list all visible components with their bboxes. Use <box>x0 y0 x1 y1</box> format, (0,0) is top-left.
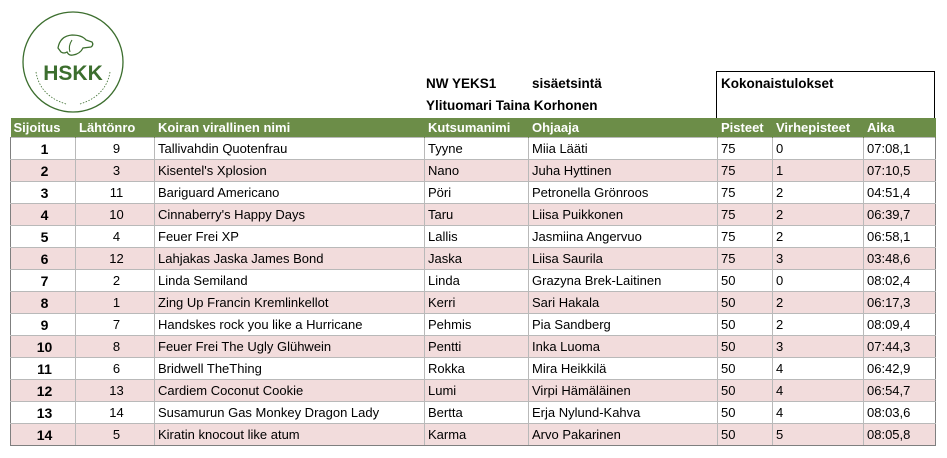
fault-points-cell: 0 <box>773 270 864 292</box>
time-cell: 08:05,8 <box>864 424 936 446</box>
col-kutsumanimi: Kutsumanimi <box>425 118 529 138</box>
place-cell: 7 <box>11 270 76 292</box>
fault-points-cell: 0 <box>773 138 864 160</box>
judge-name: Ylituomari Taina Korhonen <box>426 98 598 113</box>
fault-points-cell: 5 <box>773 424 864 446</box>
call-name-cell: Pentti <box>425 336 529 358</box>
handler-cell: Juha Hyttinen <box>529 160 718 182</box>
start-number-cell: 10 <box>76 204 155 226</box>
points-cell: 75 <box>718 160 773 182</box>
official-name-cell: Susamurun Gas Monkey Dragon Lady <box>155 402 425 424</box>
class-label: NW YEKS1 <box>426 76 497 91</box>
official-name-cell: Kisentel's Xplosion <box>155 160 425 182</box>
place-cell: 13 <box>11 402 76 424</box>
points-cell: 50 <box>718 402 773 424</box>
results-body <box>11 138 936 446</box>
points-cell: 75 <box>718 248 773 270</box>
results-table <box>10 118 936 446</box>
table-row <box>11 314 936 336</box>
points-cell: 50 <box>718 358 773 380</box>
fault-points-cell: 2 <box>773 204 864 226</box>
handler-cell: Petronella Grönroos <box>529 182 718 204</box>
handler-cell: Virpi Hämäläinen <box>529 380 718 402</box>
call-name-cell: Tyyne <box>425 138 529 160</box>
table-row <box>11 358 936 380</box>
table-row <box>11 226 936 248</box>
fault-points-cell: 2 <box>773 314 864 336</box>
place-cell: 1 <box>11 138 76 160</box>
col-lahtonro: Lähtönro <box>76 118 155 138</box>
start-number-cell: 3 <box>76 160 155 182</box>
col-ohjaaja: Ohjaaja <box>529 118 718 138</box>
handler-cell: Sari Hakala <box>529 292 718 314</box>
official-name-cell: Cardiem Coconut Cookie <box>155 380 425 402</box>
points-cell: 50 <box>718 270 773 292</box>
place-cell: 4 <box>11 204 76 226</box>
start-number-cell: 5 <box>76 424 155 446</box>
header-row <box>11 118 936 138</box>
start-number-cell: 7 <box>76 314 155 336</box>
table-row <box>11 160 936 182</box>
table-row <box>11 270 936 292</box>
logo-text: HSKK <box>43 62 103 85</box>
official-name-cell: Bariguard Americano <box>155 182 425 204</box>
official-name-cell: Feuer Frei The Ugly Glühwein <box>155 336 425 358</box>
start-number-cell: 4 <box>76 226 155 248</box>
official-name-cell: Lahjakas Jaska James Bond <box>155 248 425 270</box>
overall-results-title: Kokonaistulokset <box>721 76 834 91</box>
fault-points-cell: 3 <box>773 248 864 270</box>
call-name-cell: Taru <box>425 204 529 226</box>
time-cell: 07:44,3 <box>864 336 936 358</box>
time-cell: 08:03,6 <box>864 402 936 424</box>
official-name-cell: Kiratin knocout like atum <box>155 424 425 446</box>
handler-cell: Jasmiina Angervuo <box>529 226 718 248</box>
points-cell: 50 <box>718 380 773 402</box>
start-number-cell: 13 <box>76 380 155 402</box>
table-row <box>11 336 936 358</box>
place-cell: 12 <box>11 380 76 402</box>
time-cell: 03:48,6 <box>864 248 936 270</box>
time-cell: 06:17,3 <box>864 292 936 314</box>
points-cell: 50 <box>718 292 773 314</box>
time-cell: 06:58,1 <box>864 226 936 248</box>
call-name-cell: Karma <box>425 424 529 446</box>
place-cell: 8 <box>11 292 76 314</box>
col-aika: Aika <box>864 118 936 138</box>
start-number-cell: 11 <box>76 182 155 204</box>
handler-cell: Arvo Pakarinen <box>529 424 718 446</box>
place-cell: 5 <box>11 226 76 248</box>
start-number-cell: 2 <box>76 270 155 292</box>
call-name-cell: Lallis <box>425 226 529 248</box>
call-name-cell: Kerri <box>425 292 529 314</box>
points-cell: 75 <box>718 226 773 248</box>
start-number-cell: 12 <box>76 248 155 270</box>
start-number-cell: 8 <box>76 336 155 358</box>
fault-points-cell: 2 <box>773 182 864 204</box>
time-cell: 06:42,9 <box>864 358 936 380</box>
call-name-cell: Bertta <box>425 402 529 424</box>
handler-cell: Liisa Saurila <box>529 248 718 270</box>
points-cell: 50 <box>718 336 773 358</box>
time-cell: 06:39,7 <box>864 204 936 226</box>
overall-results-box <box>716 71 935 118</box>
points-cell: 50 <box>718 314 773 336</box>
hskk-logo <box>18 10 128 115</box>
dog-head-icon <box>58 35 93 55</box>
call-name-cell: Nano <box>425 160 529 182</box>
place-cell: 6 <box>11 248 76 270</box>
fault-points-cell: 4 <box>773 380 864 402</box>
place-cell: 2 <box>11 160 76 182</box>
official-name-cell: Linda Semiland <box>155 270 425 292</box>
official-name-cell: Tallivahdin Quotenfrau <box>155 138 425 160</box>
points-cell: 75 <box>718 204 773 226</box>
start-number-cell: 9 <box>76 138 155 160</box>
call-name-cell: Jaska <box>425 248 529 270</box>
place-cell: 10 <box>11 336 76 358</box>
handler-cell: Mira Heikkilä <box>529 358 718 380</box>
handler-cell: Pia Sandberg <box>529 314 718 336</box>
handler-cell: Grazyna Brek-Laitinen <box>529 270 718 292</box>
time-cell: 08:09,4 <box>864 314 936 336</box>
official-name-cell: Feuer Frei XP <box>155 226 425 248</box>
table-row <box>11 292 936 314</box>
handler-cell: Liisa Puikkonen <box>529 204 718 226</box>
points-cell: 50 <box>718 424 773 446</box>
table-row <box>11 138 936 160</box>
handler-cell: Erja Nylund-Kahva <box>529 402 718 424</box>
table-row <box>11 182 936 204</box>
official-name-cell: Handskes rock you like a Hurricane <box>155 314 425 336</box>
fault-points-cell: 4 <box>773 358 864 380</box>
fault-points-cell: 1 <box>773 160 864 182</box>
call-name-cell: Lumi <box>425 380 529 402</box>
col-virhepisteet: Virhepisteet <box>773 118 864 138</box>
table-row <box>11 380 936 402</box>
col-sijoitus: Sijoitus <box>11 118 76 138</box>
fault-points-cell: 2 <box>773 226 864 248</box>
call-name-cell: Linda <box>425 270 529 292</box>
handler-cell: Miia Lääti <box>529 138 718 160</box>
place-cell: 14 <box>11 424 76 446</box>
start-number-cell: 14 <box>76 402 155 424</box>
col-pisteet: Pisteet <box>718 118 773 138</box>
points-cell: 75 <box>718 182 773 204</box>
start-number-cell: 1 <box>76 292 155 314</box>
search-type: sisäetsintä <box>532 76 602 91</box>
start-number-cell: 6 <box>76 358 155 380</box>
points-cell: 75 <box>718 138 773 160</box>
place-cell: 11 <box>11 358 76 380</box>
fault-points-cell: 3 <box>773 336 864 358</box>
handler-cell: Inka Luoma <box>529 336 718 358</box>
official-name-cell: Cinnaberry's Happy Days <box>155 204 425 226</box>
official-name-cell: Bridwell TheThing <box>155 358 425 380</box>
time-cell: 04:51,4 <box>864 182 936 204</box>
place-cell: 9 <box>11 314 76 336</box>
official-name-cell: Zing Up Francin Kremlinkellot <box>155 292 425 314</box>
call-name-cell: Pöri <box>425 182 529 204</box>
place-cell: 3 <box>11 182 76 204</box>
table-row <box>11 424 936 446</box>
table-row <box>11 402 936 424</box>
col-virallinen-nimi: Koiran virallinen nimi <box>155 118 425 138</box>
table-row <box>11 248 936 270</box>
table-row <box>11 204 936 226</box>
time-cell: 07:08,1 <box>864 138 936 160</box>
call-name-cell: Rokka <box>425 358 529 380</box>
time-cell: 06:54,7 <box>864 380 936 402</box>
fault-points-cell: 4 <box>773 402 864 424</box>
time-cell: 07:10,5 <box>864 160 936 182</box>
time-cell: 08:02,4 <box>864 270 936 292</box>
fault-points-cell: 2 <box>773 292 864 314</box>
call-name-cell: Pehmis <box>425 314 529 336</box>
